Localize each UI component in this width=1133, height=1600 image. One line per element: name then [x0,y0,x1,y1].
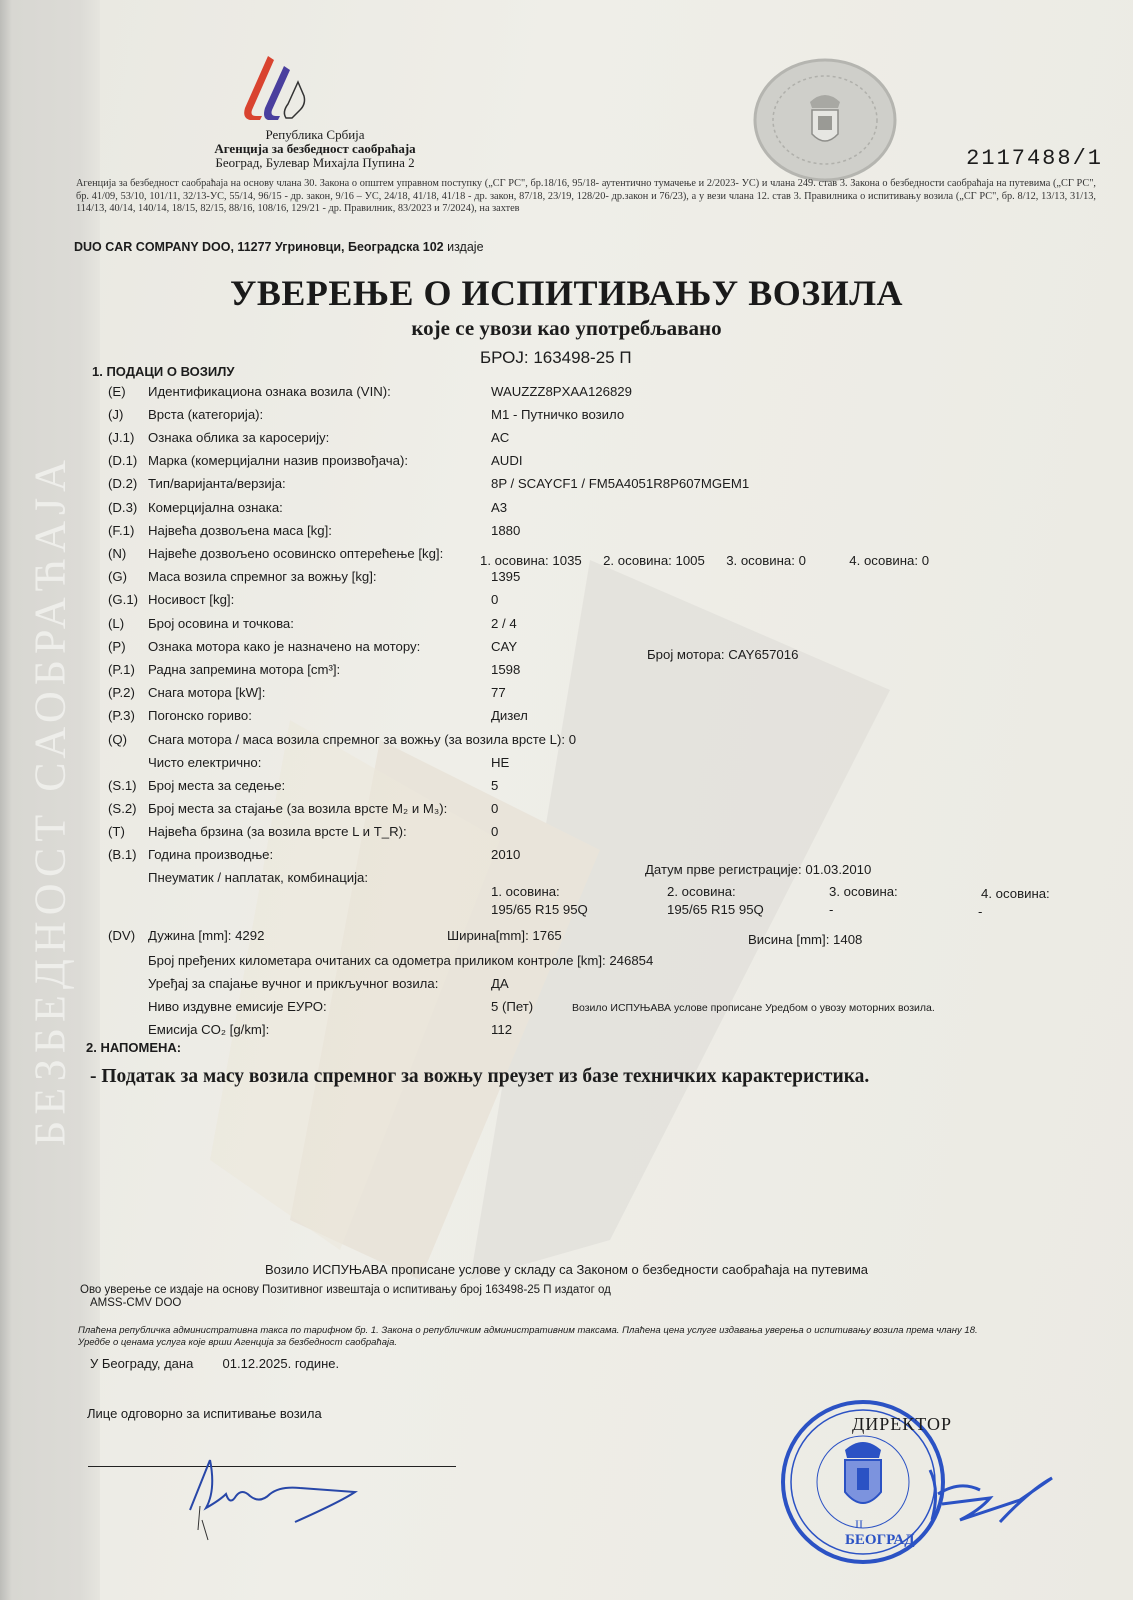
legal-basis-text: Агенција за безбедност саобраћаја на основу члана 30. Закона о општем управном поступку („СГ РС", бр.18/16, 95/18- аутентично тумачење и 2/2023- УС) и члана 249. став 3. Закона о безбедности саобраћаја на путевима („СГ РС", бр. 41/09, 53/10, 101/11, 32/13-УС, 55/14, 96/15 - др. закон, 9/16 – УС, 24/18, 41/18, 41/18 - др. закон, 87/18, 23/19, 128/20- др.закон и 76/23), а у вези члана 12. став 3. Правилника о испитивању возила („СГ РС", бр. 8/12, 13/13, 31/13, 114/13, 40/14, 140/14, 18/15, 82/15, 88/16, 108/16, 129/21 - др. Правилник, 83/2023 и 7/2024), на захтев [76,178,1096,214]
tyre-axle-3-size: - [829,902,834,917]
responsible-person-label: Лице одговорно за испитивање возила [87,1406,322,1421]
tyre-axle-1-label: 1. осовина: [491,884,560,899]
director-title: ДИРЕКТОР [852,1414,953,1434]
euro-compliance-note: Возило ИСПУЊАВА услове прописане Уредбом о увозу моторних возила. [572,1002,935,1014]
axle-load-3-label: 3. осовина: [726,553,795,568]
row-code: (N) [108,546,127,561]
row-label: Врста (категорија): [148,407,264,422]
document-subtitle: које се увози као употребљавано [411,316,722,340]
row-value: M1 - Путничко возило [491,407,625,422]
row-label: Ознака мотора како је назначено на мотору: [148,639,421,654]
length-value: 4292 [235,928,265,943]
row-label: Највеће дозвољено осовинско оптерећење [kg]: [148,546,444,561]
row-value: 0 [491,801,499,816]
row-code: (J.1) [108,430,135,445]
axle-loads [480,553,929,568]
tyre-axle-1-size: 195/65 R15 95Q [491,902,588,917]
stamp-city-text: БЕОГРАД [845,1532,915,1548]
row-label: Маса возила спремног за вожњу [kg]: [148,569,377,584]
first-registration-value: 01.03.2010 [805,862,872,877]
dimensions-code: (DV) [108,928,136,943]
remark-text: - Податак за масу возила спремног за вожњу преузет из базе техничких карактеристика. [90,1066,870,1087]
agency-name: Агенција за безбедност саобраћаја [214,141,416,156]
coupling-value: ДА [491,976,509,991]
first-registration-label: Датум прве регистрације: [645,862,802,877]
row-code: (Q) [108,732,128,747]
co2-label: Емисија CO₂ [g/km]: [148,1022,270,1037]
issue-basis [80,1284,611,1310]
axle-load-4-value: 0 [921,553,930,568]
engine-number-label: Број мотора: [647,647,725,662]
row-value: 8P / SCAYCF1 / FM5A4051R8P607MGEM1 [491,476,750,491]
engine-number-value: CAY657016 [728,647,799,662]
row-code: (G) [108,569,128,584]
axle-load-1-value: 1035 [552,553,582,568]
place-label: У Београду, дана [90,1356,194,1371]
row-value: 0 [491,824,499,839]
place-and-date [90,1356,339,1371]
tyre-axle-4-size: - [978,904,983,919]
issue-date: 01.12.2025. године. [222,1356,340,1371]
certificate-number-label: БРОЈ: [480,348,529,367]
agency-logo-icon [240,52,320,122]
issuer-suffix: издаје [447,240,484,254]
row-code: (F.1) [108,523,135,538]
row-value: 5 [491,778,499,793]
row-label: Пнеуматик / наплатак, комбинација: [148,870,369,885]
inspector-signature-icon [180,1450,380,1550]
row-label: Снага мотора [kW]: [148,685,266,700]
row-label: Највећа дозвољена маса [kg]: [148,523,332,538]
row-value: AUDI [491,453,523,468]
row-value: CAY [491,639,518,654]
row-label: Највећа брзина (за возила врсте L и T_R): [148,824,407,839]
document-title: УВЕРЕЊЕ О ИСПИТИВАЊУ ВОЗИЛА [229,273,904,313]
hologram-seal-icon [752,58,898,182]
length-label: Дужина [mm]: [148,928,232,943]
row-code: (D.2) [108,476,138,491]
issue-basis-text: Ово уверење се издаје на основу Позитивног извештаја о испитивању број 163498-25 П издатог од [80,1284,611,1296]
axle-load-2-value: 1005 [675,553,705,568]
row-label: Носивост [kg]: [148,592,235,607]
axle-load-1-label: 1. осовина: [480,553,549,568]
odometer [148,953,653,968]
axle-load-4-label: 4. осовина: [849,553,919,568]
row-code: (S.1) [108,778,137,793]
row-value: 2010 [491,847,521,862]
fee-statement: Плаћена републичка административна такса по тарифном бр. 1. Закона о републичким административним таксама. Плаћена цена услуге издавања уверења о испитивању возила према члану 18. Уредбе о ценама услуга које врши Агенција за безбедност саобраћаја. [78,1325,978,1348]
row-value: 1598 [491,662,521,677]
row-code: (L) [108,616,125,631]
row-value: AC [491,430,510,445]
issuer-line [74,240,484,254]
width-value: 1765 [532,928,562,943]
width [447,928,562,943]
row-label: Идентификациона ознака возила (VIN): [148,384,391,399]
issuing-organization: AMSS-CMV DOO [90,1297,182,1309]
row-value: 1395 [491,569,521,584]
euro-value: 5 (Пет) [491,999,534,1014]
tyre-axle-2-label: 2. осовина: [667,884,736,899]
row-label: Тип/варијанта/верзија: [148,476,286,491]
row-label: Година производње: [148,847,274,862]
row-value: A3 [491,500,508,515]
row-code: (D.3) [108,500,138,515]
row-label: Ознака облика за каросерију: [148,430,330,445]
first-registration [645,862,871,877]
axle-load-3-value: 0 [798,553,806,568]
height [748,932,862,947]
coupling-label: Уређај за спајање вучног и прикључног возила: [148,976,439,991]
height-value: 1408 [833,932,863,947]
odometer-label: Број пређених километара очитаних са одометра приликом контроле [km]: [148,953,606,968]
row-value: Дизел [491,708,528,723]
row-code: (P.1) [108,662,135,677]
row-value: НЕ [491,755,510,770]
row-value: 77 [491,685,506,700]
row-label: Број места за седење: [148,778,286,793]
tyre-axle-3-label: 3. осовина: [829,884,898,899]
section-2-heading: 2. НАПОМЕНА: [86,1040,182,1055]
row-label: Снага мотора / маса возила спремног за вожњу (за возила врсте L): 0 [148,732,577,747]
director-signature-icon [920,1460,1060,1540]
row-label: Број осовина и точкова: [148,616,294,631]
row-value: 0 [491,592,499,607]
margin-watermark-text: БЕЗБЕДНОСТ САОБРАЋАЈА [25,454,75,1146]
row-label: Чисто електрично: [148,755,262,770]
agency-block [150,128,480,170]
stamp-mark-text: II [855,1517,863,1531]
euro-label: Ниво издувне емисије ЕУРО: [148,999,327,1014]
compliance-statement: Возило ИСПУЊАВА прописане услове у складу са Законом о безбедности саобраћаја на путевима [264,1262,869,1277]
country-name: Република Србија [265,127,365,142]
row-code: (J) [108,407,124,422]
row-label: Број места за стајање (за возила врсте M₂ и M₃): [148,801,448,816]
document-serial-number: 2117488/1 [966,146,1103,171]
engine-number [647,647,798,662]
row-value: 1880 [491,523,521,538]
certificate-number-value: 163498-25 П [533,348,632,367]
issuer-company: DUO CAR COMPANY DOO, 11277 Угриновци, Београдска 102 [74,240,444,254]
row-code: (P) [108,639,126,654]
row-label: Марка (комерцијални назив произвођача): [148,453,409,468]
odometer-value: 246854 [609,953,654,968]
row-code: (P.2) [108,685,135,700]
row-code: (E) [108,384,126,399]
axle-load-2-label: 2. осовина: [603,553,672,568]
section-1-heading: 1. ПОДАЦИ О ВОЗИЛУ [92,364,235,379]
row-code: (B.1) [108,847,137,862]
tyre-axle-2-size: 195/65 R15 95Q [667,902,764,917]
row-label: Комерцијална ознака: [148,500,283,515]
tyre-axle-4-label: 4. осовина: [981,886,1050,901]
length [148,928,264,943]
height-label: Висина [mm]: [748,932,830,947]
certificate-number [480,348,632,368]
row-label: Погонско гориво: [148,708,252,723]
row-code: (P.3) [108,708,135,723]
row-code: (T) [108,824,125,839]
agency-address: Београд, Булевар Михајла Пупина 2 [215,155,415,170]
row-value: WAUZZZ8PXAA126829 [491,384,632,399]
row-code: (D.1) [108,453,138,468]
row-code: (S.2) [108,801,137,816]
row-code: (G.1) [108,592,139,607]
row-label: Радна запремина мотора [cm³]: [148,662,341,677]
co2-value: 112 [491,1022,513,1037]
width-label: Ширина[mm]: [447,928,529,943]
row-value: 2 / 4 [491,616,517,631]
